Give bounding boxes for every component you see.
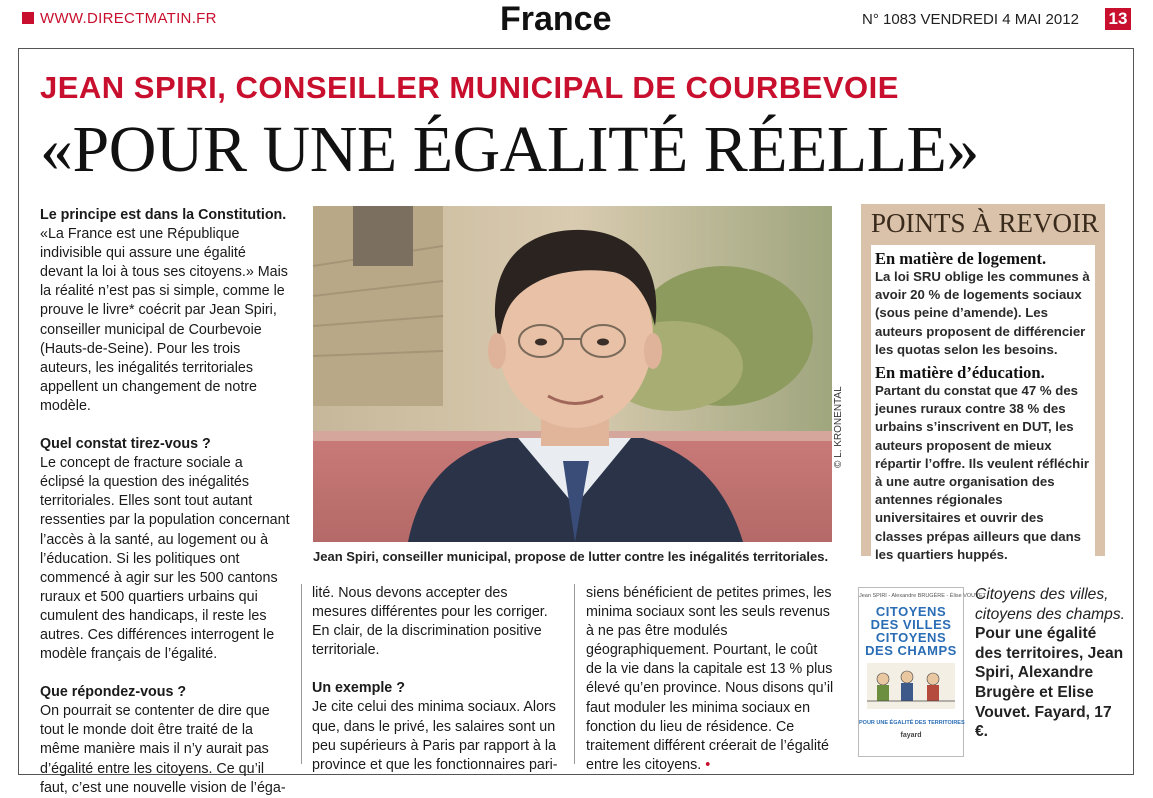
cover-publisher: fayard: [900, 732, 922, 739]
cover-subtitle: POUR UNE ÉGALITÉ DES TERRITOIRES: [859, 720, 965, 726]
cover-line-1: CITOYENS: [875, 604, 947, 619]
book-details: Pour une égalité des territoires, Jean Spiri, Alexandre Brugère et Elise Vouvet. Fayard, 17 €.: [975, 625, 1124, 741]
sidebar-heading-housing: En matière de logement.: [875, 249, 1047, 268]
book-cover: [858, 587, 986, 757]
question-2: Que répondez-vous ?: [40, 684, 187, 701]
book-title: Citoyens des villes, citoyens des champs.: [975, 586, 1125, 623]
sidebar-text-housing: La loi SRU oblige les communes à avoir 20 % de logements sociaux (sous peine d’amende). Les auteurs proposent de différencier les quotas selon les besoins.: [875, 269, 1090, 357]
cover-line-2: DES VILLES: [870, 617, 952, 632]
answer-3-part-2: siens bénéficient de petites primes, les minima sociaux sont les seuls revenus à ne pas être modulés géographiquement. Pourtant, le coût de la vie dans la capitale est 13 % plus élevé qu’en province. Nous disons qu’il faut moduler les minima sociaux en fonction du lieu de résidence. Ce traitement différent créerait de l’égalité entre les citoyens.: [586, 585, 834, 773]
page-number: 13: [1105, 8, 1131, 30]
end-mark: •: [705, 756, 711, 773]
cover-authors: Jean SPIRI - Alexandre BRUGÈRE - Élise VOUVET: [859, 593, 986, 599]
answer-1: Le concept de fracture sociale a éclipsé la question des inégalités territoriales. Elles sont tout autant ressenties par la population concernant l’accès à la santé, au logement ou à l’éducation. Si les politiques ont commencé à agir sur les 500 cantons ruraux et 500 quartiers urbains qui cumulent des handicaps, il reste les autres. Ces différences interrogent le modèle français de l’égalité.: [40, 455, 290, 663]
sidebar-content: [871, 245, 1095, 568]
book-info: [975, 585, 1125, 742]
column-1: [40, 206, 290, 798]
site-url-text: WWW.DIRECTMATIN.FR: [40, 10, 217, 27]
sidebar-text-education: Partant du constat que 47 % des jeunes ruraux contre 38 % des urbains s’inscrivent en DUT, les auteurs proposent de mieux répartir l’offre. Ils veulent réfléchir à une autre organisation des antennes régionales universitaires et ouvrir des classes prépas ailleurs que dans les quartiers huppés.: [875, 383, 1090, 562]
question-3: Un exemple ?: [312, 680, 405, 697]
cover-line-4: DES CHAMPS: [865, 643, 957, 658]
portrait-photo: [313, 206, 832, 542]
cover-line-3: CITOYENS: [875, 630, 947, 645]
photo-credit: © L. KRONENTAL: [833, 386, 844, 468]
issue-date: N° 1083 VENDREDI 4 MAI 2012: [862, 11, 1079, 28]
red-square-icon: [22, 12, 34, 24]
section-title: France: [500, 0, 612, 38]
column-divider: [301, 584, 302, 764]
sidebar-title: POINTS À REVOIR: [871, 208, 1100, 238]
cover-drawing: [859, 657, 963, 715]
sidebar-heading-education: En matière d’éducation.: [875, 363, 1045, 383]
photo-caption: Jean Spiri, conseiller municipal, propose de lutter contre les inégalités territoriales.: [313, 549, 829, 564]
column-2: [312, 584, 562, 775]
portrait-illustration: [313, 206, 832, 542]
lead-text: «La France est une République indivisible qui assure une égalité devant la loi à tous ses citoyens.» Mais la réalité n’est pas si simple, comme le prouve le livre* coécrit par Jean Spiri, conseiller municipal de Courbevoie (Hauts-de-Seine). Pour les trois auteurs, les inégalités territoriales appellent un changement de notre modèle.: [40, 226, 288, 414]
article-title: «POUR UNE ÉGALITÉ RÉELLE»: [40, 113, 979, 186]
article-kicker: JEAN SPIRI, CONSEILLER MUNICIPAL DE COURBEVOIE: [40, 70, 899, 105]
answer-2-part-2: lité. Nous devons accepter des mesures différentes pour les corriger. En clair, de la discrimination positive territoriale.: [312, 585, 548, 659]
column-3: [586, 584, 834, 775]
lead-bold: Le principe est dans la Constitution.: [40, 207, 287, 223]
answer-3-part-1: Je cite celui des minima sociaux. Alors que, dans le privé, les salaires sont un peu supérieurs à Paris par rapport à la province et que les fonctionnaires pari-: [312, 699, 558, 773]
question-1: Quel constat tirez-vous ?: [40, 436, 211, 453]
answer-2-part-1: On pourrait se contenter de dire que tout le monde doit être traité de la même manière mais il n’y aurait pas d’égalité entre les citoyens. Ce qu’il faut, c’est une nouvelle vision de l’éga-: [40, 703, 286, 796]
site-url[interactable]: [22, 10, 217, 27]
column-divider: [574, 584, 575, 764]
